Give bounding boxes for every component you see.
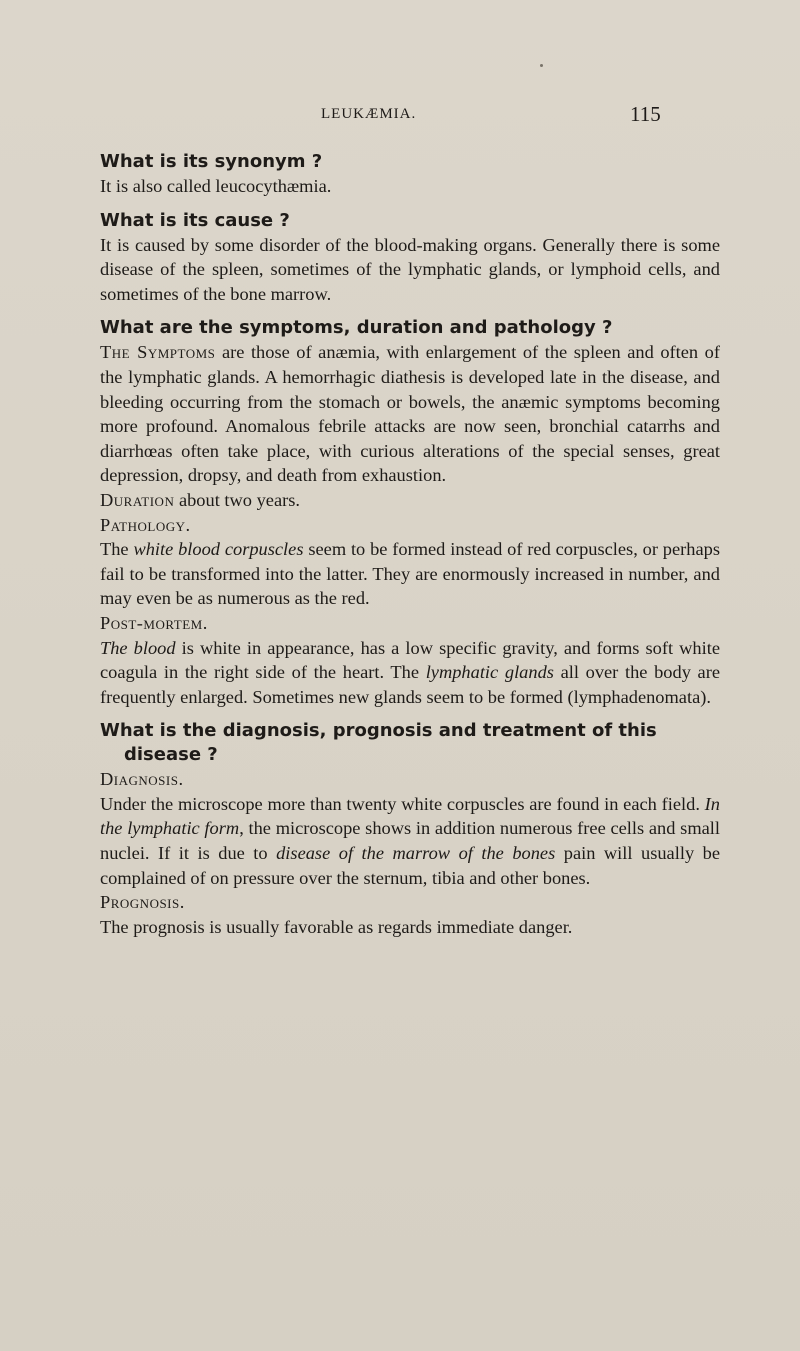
duration-heading: Duration xyxy=(100,489,175,510)
page-header xyxy=(0,102,800,126)
page-number: 115 xyxy=(630,102,661,126)
pathology-italic: white blood corpuscles xyxy=(133,539,304,560)
postmortem-text-1: is white in appearance, has a low specific gravity, and forms soft white coagula in the right side of the heart. The xyxy=(100,637,720,683)
question-synonym: What is its synonym ? xyxy=(100,151,323,172)
question-cause: What is its cause ? xyxy=(100,209,290,231)
prognosis-heading: Prognosis. xyxy=(100,892,185,913)
prognosis-paragraph: The prognosis is usually favorable as regards immediate danger. xyxy=(100,916,573,937)
postmortem-italic-1: The blood xyxy=(100,637,176,658)
symptoms-paragraph xyxy=(100,340,720,488)
diagnosis-italic-1: In the lymphatic form xyxy=(100,793,720,839)
postmortem-heading: Post-mortem. xyxy=(100,612,208,633)
postmortem-text-2: all over the body are frequently enlarged. Sometimes new glands seem to be formed (lymphadenomata). xyxy=(100,662,720,707)
symptoms-heading: The Symptoms xyxy=(100,342,216,363)
diagnosis-italic-2: disease of the marrow of the bones xyxy=(276,843,556,864)
postmortem-italic-2: lymphatic glands xyxy=(425,662,554,683)
question-diagnosis: What is the diagnosis, prognosis and treatment of this disease ? xyxy=(100,720,657,766)
pathology-paragraph xyxy=(100,537,720,611)
answer-synonym: It is also called leucocythæmia. xyxy=(100,176,332,196)
answer-cause: It is caused by some disorder of the blood-making organs. Generally there is some disease of the spleen, sometimes of the lymphatic glands, or lymphoid cells, and sometimes of the bone marrow. xyxy=(100,234,720,304)
pathology-pre: The xyxy=(100,539,134,560)
pathology-post: seem to be formed instead of red corpuscles, or perhaps fail to be transformed into the latter. They are enormously increased in number, and may even be as numerous as the red. xyxy=(100,539,720,609)
diagnosis-text-1: Under the microscope more than twenty white corpuscles are found in each field. xyxy=(100,793,705,814)
duration-text: about two years. xyxy=(174,489,300,510)
running-head: LEUKÆMIA. xyxy=(321,106,417,122)
diagnosis-text-3: pain will usually be complained of on pressure over the sternum, tibia and other bones. xyxy=(100,843,720,888)
diagnosis-paragraph xyxy=(100,792,720,890)
pathology-heading: Pathology. xyxy=(100,514,191,535)
duration-paragraph xyxy=(100,488,720,513)
diagnosis-text-2: , the microscope shows in addition numerous free cells and small nuclei. If it is due to xyxy=(100,818,720,864)
postmortem-paragraph xyxy=(100,636,720,710)
question-symptoms: What are the symptoms, duration and pathology ? xyxy=(100,317,613,339)
page-body xyxy=(100,150,720,939)
diagnosis-heading: Diagnosis. xyxy=(100,769,184,790)
speck-mark xyxy=(540,64,543,67)
symptoms-text: are those of anæmia, with enlargement of the spleen and often of the lymphatic glands. A hemorrhagic diathesis is developed late in the disease, and bleeding occurring from the stomach or bowels, the anæmic symptoms becoming more profound. Anomalous febrile attacks are now seen, bronchial catarrhs and diarrhœas often take place, with curious alterations of the special senses, great depression, dropsy, and death from exhaustion. xyxy=(100,342,720,486)
